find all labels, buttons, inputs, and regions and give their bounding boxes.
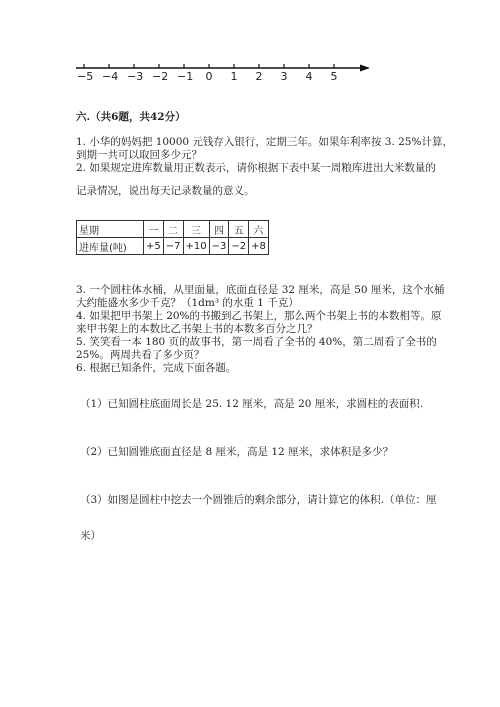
- number-line-label: 5: [330, 70, 338, 83]
- table-value: −2: [229, 238, 249, 255]
- number-line-label: −5: [77, 70, 94, 83]
- table-row-label: 进库量(吨): [77, 238, 144, 255]
- table-value: +5: [144, 238, 164, 255]
- table-row: [77, 238, 269, 255]
- section-title: 六.（共6题，共42分）: [76, 111, 186, 123]
- sub-question-2: （2）已知圆锥底面直径是 8 厘米，高是 12 厘米，求体积是多少？: [80, 446, 394, 458]
- question-5-line-2: 25%。两周共看了多少页？: [76, 349, 205, 361]
- number-line-label: −1: [177, 70, 194, 83]
- table-value: −3: [209, 238, 229, 255]
- number-line-label: −4: [102, 70, 119, 83]
- number-line-label: −2: [152, 70, 169, 83]
- number-line-label: 3: [280, 70, 288, 83]
- table-header-row: [77, 221, 269, 238]
- question-3-line-1: 3. 一个圆柱体水桶，从里面量，底面直径是 32 厘米，高是 50 厘米，这个水桶: [76, 284, 445, 296]
- number-line-label: −3: [127, 70, 144, 83]
- question-1-line-1: 1. 小华的妈妈把 10000 元钱存入银行，定期三年。如果年利率按 3. 25%计算，: [76, 136, 453, 148]
- table-day: 五: [229, 221, 249, 238]
- table-day: 三: [183, 221, 209, 238]
- question-4-line-2: 来甲书架上的本数比乙书架上书的本数多百分之几？: [76, 323, 318, 335]
- sub-question-1: （1）已知圆柱底面周长是 25. 12 厘米，高是 20 厘米，求圆柱的表面积.: [80, 398, 424, 410]
- table-day: 六: [249, 221, 269, 238]
- question-2-line-1: 2. 如果规定进库数量用正数表示，请你根据下表中某一周粮库进出大米数量的: [76, 162, 436, 174]
- question-2-line-2: 记录情况，说出每天记录数量的意义。: [76, 185, 255, 197]
- question-5-line-1: 5. 笑笑看一本 180 页的故事书，第一周看了全书的 40%，第二周看了全书的: [76, 336, 437, 348]
- number-line-label: 1: [230, 70, 238, 83]
- table-header-label: 星期: [77, 221, 144, 238]
- table-day: 四: [209, 221, 229, 238]
- question-6-line-1: 6. 根据已知条件，完成下面各题。: [76, 362, 237, 374]
- table-value: +8: [249, 238, 269, 255]
- question-4-line-1: 4. 如果把甲书架上 20%的书搬到乙书架上，那么两个书架上书的本数相等。原: [76, 310, 442, 322]
- question-3-line-2: 大约能盛水多少千克？（1dm³ 的水重 1 千克）: [76, 297, 299, 309]
- sub-question-3-line-1: （3）如图是圆柱中挖去一个圆锥后的剩余部分，请计算它的体积.（单位：厘: [80, 494, 437, 506]
- table-day: 一: [144, 221, 164, 238]
- number-line-label: 0: [205, 70, 213, 83]
- number-line-label: 2: [255, 70, 263, 83]
- sub-question-3-line-2: 米）: [80, 530, 101, 542]
- table-value: −7: [163, 238, 183, 255]
- grain-record-table: [76, 220, 269, 255]
- table-value: +10: [183, 238, 209, 255]
- question-1-line-2: 到期一共可以取回多少元？: [76, 149, 202, 161]
- table-day: 二: [163, 221, 183, 238]
- number-line-label: 4: [305, 70, 313, 83]
